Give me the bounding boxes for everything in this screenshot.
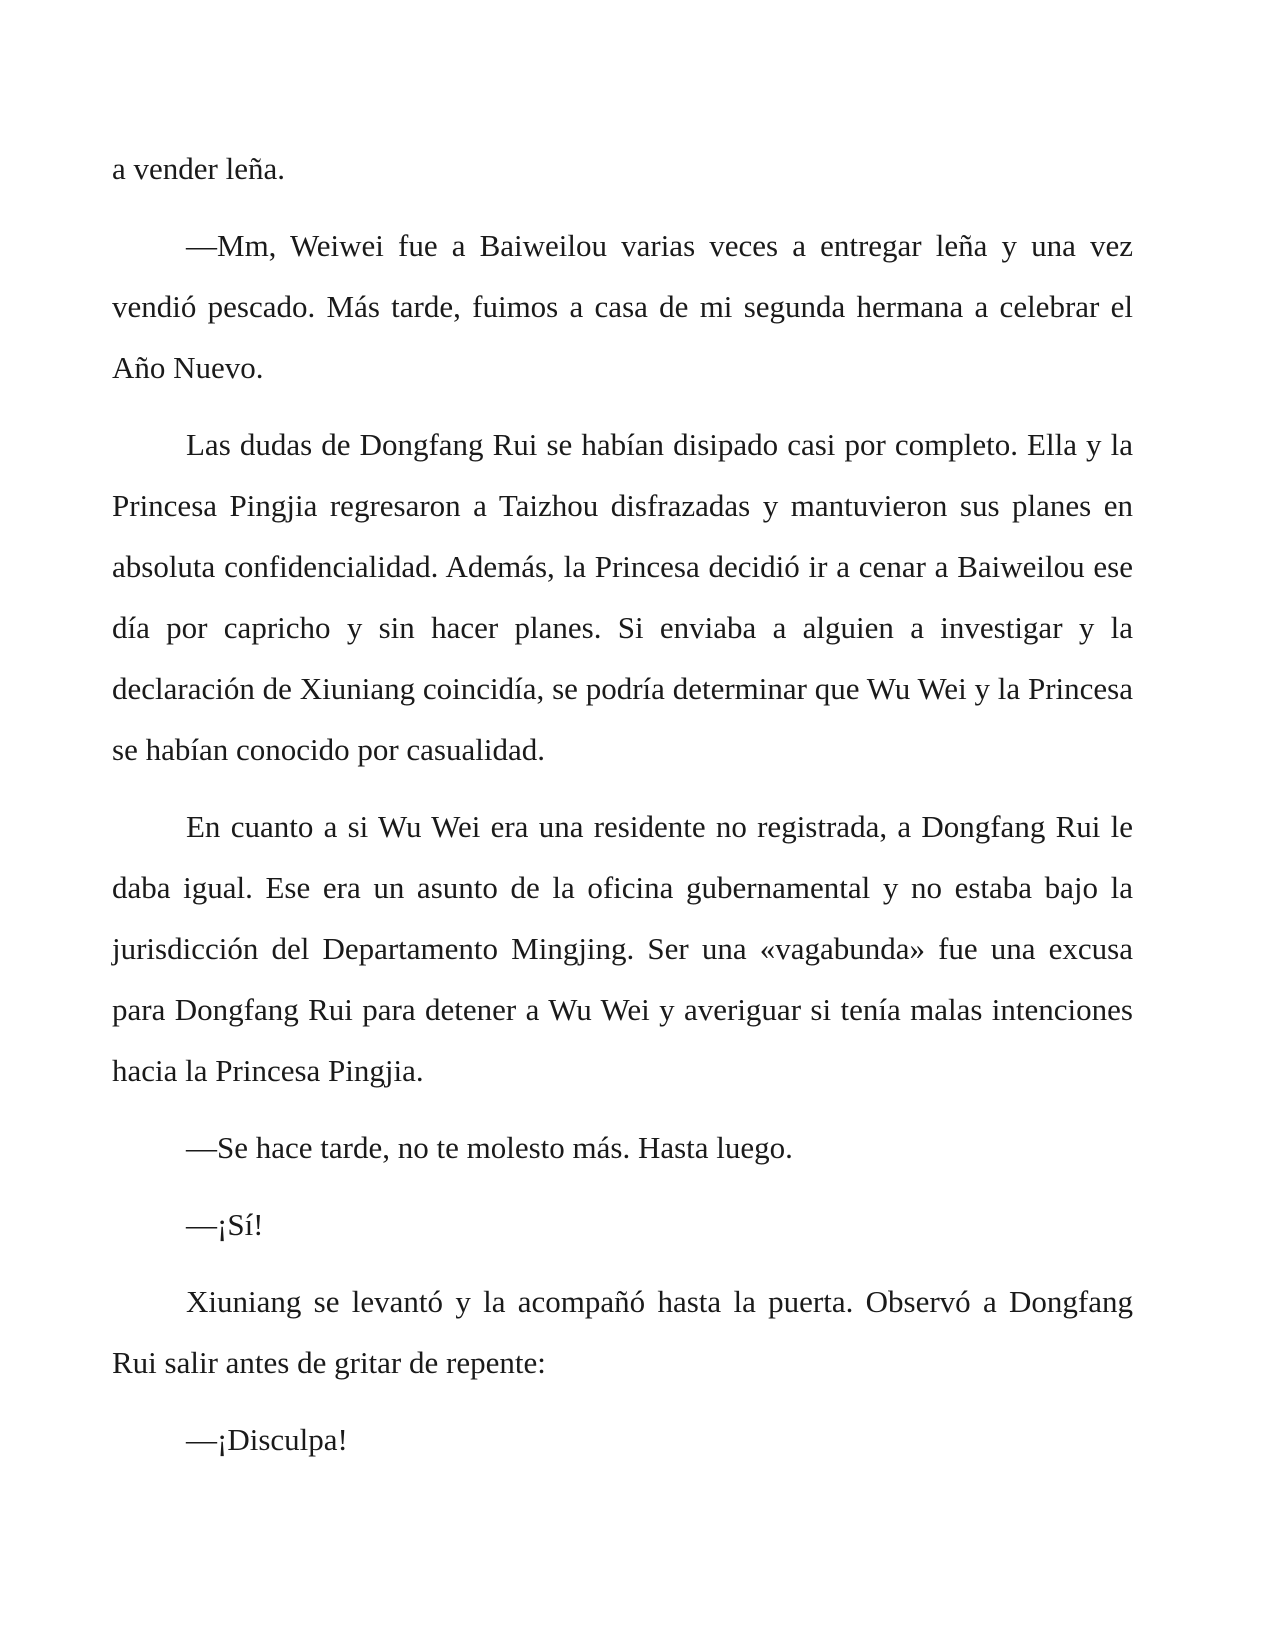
paragraph-1: a vender leña. [112, 151, 285, 186]
document-page [112, 138, 1133, 1486]
paragraph-5: —Se hace tarde, no te molesto más. Hasta luego. [186, 1130, 793, 1165]
paragraph-8: —¡Disculpa! [186, 1422, 348, 1457]
paragraph-3: Las dudas de Dongfang Rui se habían disipado casi por completo. Ella y la Princesa Pingjia regresaron a Taizhou disfrazadas y mantuvieron sus planes en absoluta confidencialidad. Además, la Princesa decidió ir a cenar a Baiweilou ese día por capricho y sin hacer planes. Si enviaba a alguien a investigar y la declaración de Xiuniang coincidía, se podría determinar que Wu Wei y la Princesa se habían conocido por casualidad. [112, 427, 1133, 767]
paragraph-7: Xiuniang se levantó y la acompañó hasta la puerta. Observó a Dongfang Rui salir antes de gritar de repente: [112, 1284, 1133, 1380]
paragraph-2: —Mm, Weiwei fue a Baiweilou varias veces a entregar leña y una vez vendió pescado. Más tarde, fuimos a casa de mi segunda hermana a celebrar el Año Nuevo. [112, 228, 1133, 385]
paragraph-6: —¡Sí! [186, 1207, 264, 1242]
paragraph-4: En cuanto a si Wu Wei era una residente no registrada, a Dongfang Rui le daba igual. Ese era un asunto de la oficina gubernamental y no estaba bajo la jurisdicción del Departamento Mingjing. Ser una «vagabunda» fue una excusa para Dongfang Rui para detener a Wu Wei y averiguar si tenía malas intenciones hacia la Princesa Pingjia. [112, 809, 1133, 1088]
